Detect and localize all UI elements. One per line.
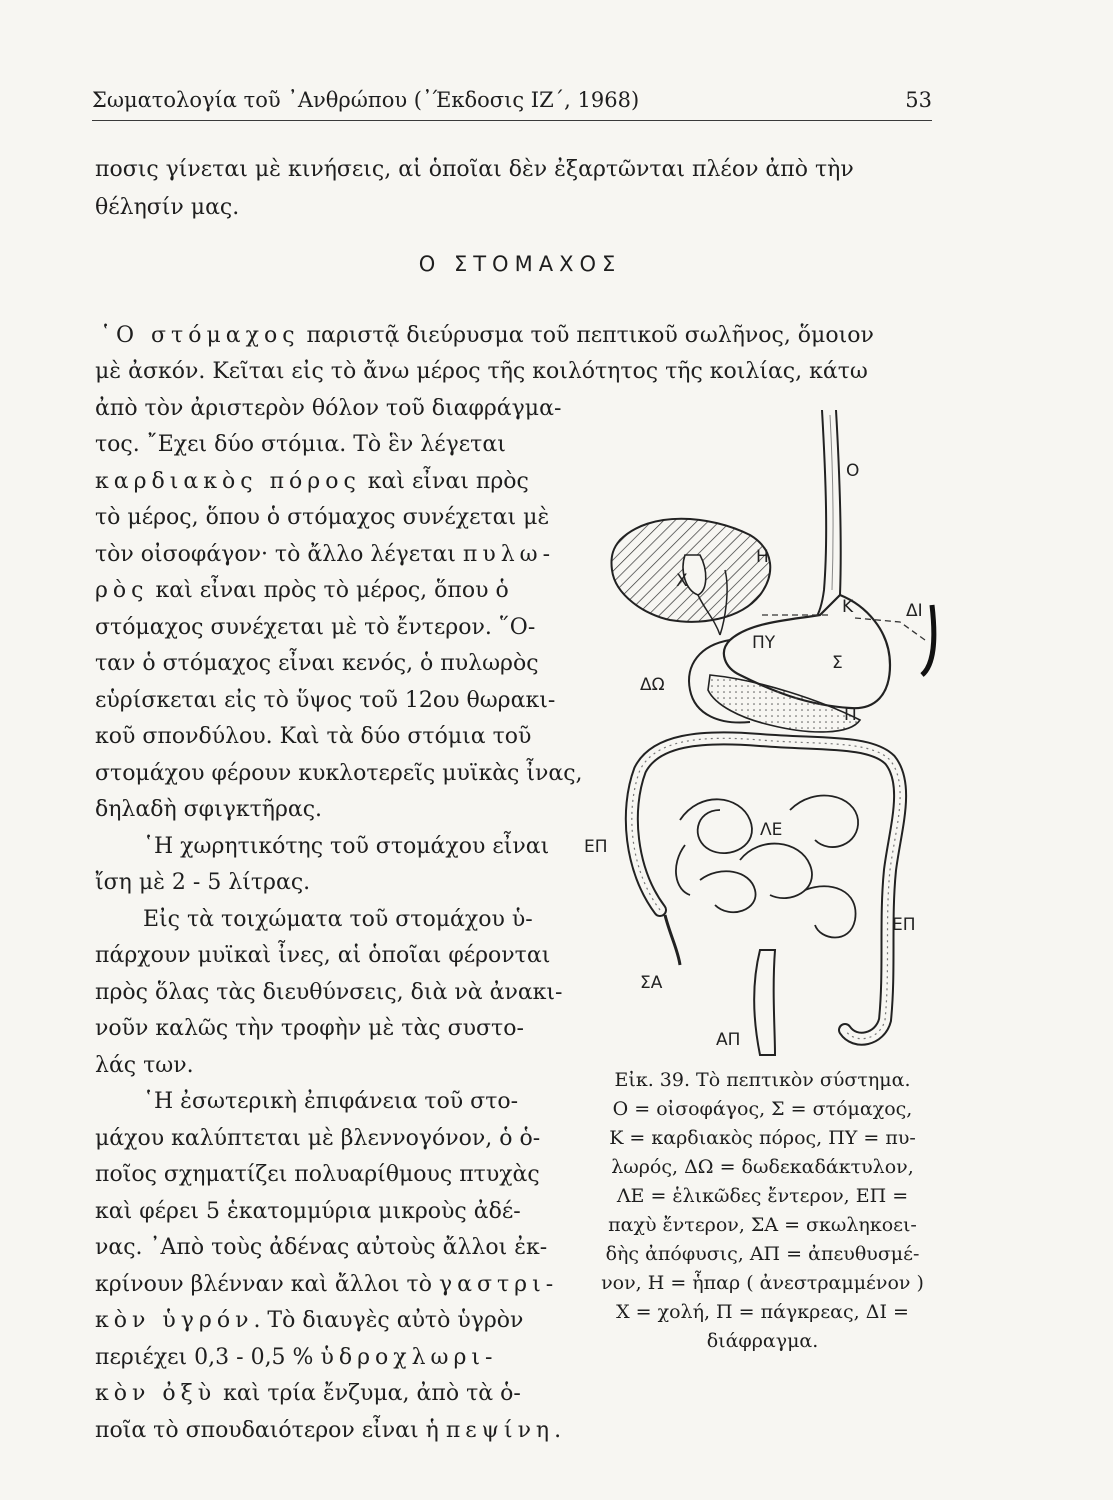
small-intestine	[676, 796, 858, 938]
para1-line-6: τὸ μέρος, ὅπου ὁ στόμαχος συνέχεται μὲ	[95, 505, 550, 530]
para1-line-1-rest: παριστᾷ διεύρυσμα τοῦ πεπτικοῦ σωλῆνος, ὅμοιον	[299, 323, 874, 348]
term-cardiac: καρδιακὸς πόρος	[95, 469, 361, 494]
para1-line-10: ταν ὁ στόμαχος εἶναι κενός, ὁ πυλωρὸς	[95, 651, 539, 676]
para4-line-6	[95, 1267, 600, 1304]
para1-line-5	[95, 464, 600, 501]
term-stomach: ῾Ο στόμαχος	[100, 323, 300, 348]
term-hcl-b: κὸν ὀξὺ	[95, 1381, 217, 1406]
para4-line-7	[95, 1303, 600, 1340]
para3-line-3: πρὸς ὅλας τὰς διευθύνσεις, διὰ νὰ ἀνακι-	[95, 980, 563, 1005]
digestive-system-figure	[584, 390, 950, 1060]
section-title: Ο ΣΤΟΜΑΧΟΣ	[418, 252, 622, 276]
para3-line-1: Εἰς τὰ τοιχώματα τοῦ στομάχου ὑ-	[143, 907, 533, 932]
esophagus-inner	[836, 410, 841, 595]
caption-line-6: παχὺ ἔντερον, ΣΑ = σκωληκοει-	[608, 1214, 917, 1236]
para4-line-3: ποῖος σχηματίζει πολυαρίθμους πτυχὰς	[95, 1162, 540, 1187]
term-pylorus-b: ρὸς	[95, 578, 149, 603]
term-hcl-a: ὑδροχλωρι-	[320, 1345, 498, 1370]
term-gastric-b: κὸν ὑγρόν	[95, 1308, 254, 1333]
label-X: Χ	[676, 571, 688, 591]
para4-line-9-rest: καὶ τρία ἔνζυμα, ἀπὸ τὰ ὁ-	[216, 1381, 521, 1406]
para3-line-5: λάς των.	[95, 1053, 194, 1078]
running-header	[92, 88, 932, 121]
label-EP-right: ΕΠ	[892, 915, 916, 935]
label-DI: ΔΙ	[906, 601, 923, 621]
para2-line-2: ἴση μὲ 2 - 5 λίτρας.	[95, 870, 311, 895]
para4-line-4: καὶ φέρει 5 ἑκατομμύρια μικροὺς ἀδέ-	[95, 1199, 521, 1224]
para1-line-3: ἀπὸ τὸν ἀριστερὸν θόλον τοῦ διαφράγμα-	[95, 396, 562, 421]
caption-line-5: ΛΕ = ἑλικῶδες ἔντερον, ΕΠ =	[616, 1185, 909, 1207]
para4-line-10-start: ποῖα τὸ σπουδαιότερον εἶναι ἡ	[95, 1418, 446, 1443]
label-LE: ΛΕ	[760, 820, 783, 840]
para4-line-10	[95, 1413, 600, 1450]
label-O: Ο	[846, 461, 860, 481]
para4-line-10-end: .	[554, 1418, 562, 1443]
caption-line-3: Κ = καρδιακὸς πόρος, ΠΥ = πυ-	[609, 1127, 916, 1149]
intro-line-2: θέλησίν μας.	[95, 195, 240, 220]
para2-line-1: ῾Η χωρητικότης τοῦ στομάχου εἶναι	[143, 834, 550, 859]
para1-line-14: δηλαδὴ σφιγκτῆρας.	[95, 797, 323, 822]
caption-line-8: νον, Η = ἧπαρ ( ἀνεστραμμένον )	[601, 1272, 924, 1294]
para4-line-2: μάχου καλύπτεται μὲ βλεννογόνον, ὁ ὁ-	[95, 1126, 541, 1151]
label-S: Σ	[832, 653, 843, 673]
label-P: Π	[844, 705, 857, 725]
caption-line-7: δὴς ἀπόφυσις, ΑΠ = ἀπευθυσμέ-	[605, 1243, 920, 1265]
para1-line-5-rest: καὶ εἶναι πρὸς	[360, 469, 529, 494]
label-EP-left: ΕΠ	[584, 837, 608, 857]
label-DO: ΔΩ	[640, 675, 665, 695]
para1-line-1	[100, 318, 940, 355]
label-K: Κ	[842, 597, 854, 617]
para4-line-8-start: περιέχει 0,3 - 0,5 %	[95, 1345, 321, 1370]
para4-line-7-rest: . Τὸ διαυγὲς αὐτὸ ὑγρὸν	[253, 1308, 524, 1333]
para3-line-2: πάρχουν μυϊκαὶ ἶνες, αἱ ὁποῖαι φέρονται	[95, 943, 551, 968]
para1-line-7	[95, 537, 600, 574]
para1-line-9: στόμαχος συνέχεται μὲ τὸ ἔντερον. ῞Ο-	[95, 615, 536, 640]
term-gastric-a: γαστρι-	[438, 1272, 559, 1297]
label-AP: ΑΠ	[716, 1030, 741, 1050]
para1-line-7-start: τὸν οἰσοφάγον· τὸ ἄλλο λέγεται	[95, 542, 463, 567]
para4-line-8	[95, 1340, 600, 1377]
label-PY: ΠΥ	[752, 633, 776, 653]
figure-caption	[590, 1066, 935, 1356]
caption-line-10: διάφραγμα.	[706, 1330, 819, 1352]
esophagus-shape	[800, 410, 826, 630]
term-pepsin: πεψίνη	[445, 1418, 555, 1443]
rectum-shape	[754, 950, 775, 1055]
para1-line-8	[95, 573, 600, 610]
para4-line-9	[95, 1376, 600, 1413]
caption-line-2: Ο = οἰσοφάγος, Σ = στόμαχος,	[612, 1098, 913, 1120]
para1-line-11: εὑρίσκεται εἰς τὸ ὕψος τοῦ 12ου θωρακι-	[95, 688, 556, 713]
para4-line-5: νας. ᾿Απὸ τοὺς ἀδένας αὐτοὺς ἄλλοι ἐκ-	[95, 1235, 548, 1260]
para1-line-2: μὲ ἀσκόν. Κεῖται εἰς τὸ ἄνω μέρος τῆς κοιλότητος τῆς κοιλίας, κάτω	[95, 359, 868, 384]
appendix-shape	[665, 915, 680, 965]
para1-line-12: κοῦ σπονδύλου. Καὶ τὰ δύο στόμια τοῦ	[95, 724, 532, 749]
page-number: 53	[905, 88, 932, 112]
label-H: Η	[756, 547, 769, 567]
caption-line-9: Χ = χολή, Π = πάγκρεας, ΔΙ =	[616, 1301, 909, 1323]
para3-line-4: νοῦν καλῶς τὴν τροφὴν μὲ τὰς συστο-	[95, 1016, 524, 1041]
label-SA: ΣΑ	[640, 973, 663, 993]
para4-line-6-start: κρίνουν βλένναν καὶ ἄλλοι τὸ	[95, 1272, 439, 1297]
para4-line-1: ῾Η ἐσωτερικὴ ἐπιφάνεια τοῦ στο-	[143, 1089, 519, 1114]
intro-line-1: ποσις γίνεται μὲ κινήσεις, αἱ ὁποῖαι δὲν ἐξαρτῶνται πλέον ἀπὸ τὴν	[95, 157, 854, 182]
caption-line-1: Εἰκ. 39. Τὸ πεπτικὸν σύστημα.	[614, 1069, 911, 1091]
running-title: Σωματολογία τοῦ ᾿Ανθρώπου (᾿Έκδοσις ΙΖ΄, 1968)	[92, 88, 640, 112]
para1-line-8-rest: καὶ εἶναι πρὸς τὸ μέρος, ὅπου ὁ	[148, 578, 509, 603]
term-pylorus-a: πυλω-	[462, 542, 556, 567]
caption-line-4: λωρός, ΔΩ = δωδεκαδάκτυλον,	[611, 1156, 914, 1178]
para1-line-13: στομάχου φέρουν κυκλοτερεῖς μυϊκὰς ἶνας,	[95, 761, 583, 786]
para1-line-4: τος. ῎Εχει δύο στόμια. Τὸ ἓν λέγεται	[95, 432, 506, 457]
